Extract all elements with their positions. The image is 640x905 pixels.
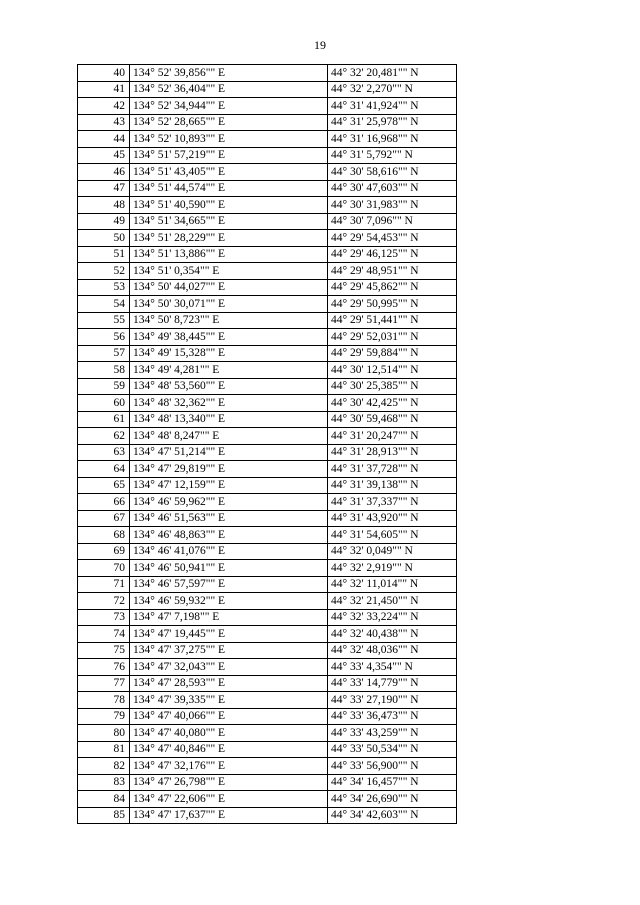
table-row bbox=[78, 494, 457, 511]
latitude-cell: 44° 31' 16,968"" N bbox=[328, 131, 457, 148]
table-row bbox=[78, 626, 457, 643]
table-row bbox=[78, 362, 457, 379]
table-row bbox=[78, 263, 457, 280]
latitude-cell: 44° 31' 25,978"" N bbox=[328, 114, 457, 131]
point-number-cell: 58 bbox=[78, 362, 130, 379]
latitude-cell: 44° 33' 27,190"" N bbox=[328, 692, 457, 709]
point-number-cell: 64 bbox=[78, 461, 130, 478]
latitude-cell: 44° 29' 52,031"" N bbox=[328, 329, 457, 346]
table-row bbox=[78, 675, 457, 692]
longitude-cell: 134° 47' 40,066"" E bbox=[130, 708, 328, 725]
latitude-cell: 44° 32' 11,014"" N bbox=[328, 576, 457, 593]
longitude-cell: 134° 52' 39,856"" E bbox=[130, 65, 328, 82]
table-row bbox=[78, 758, 457, 775]
point-number-cell: 62 bbox=[78, 428, 130, 445]
latitude-cell: 44° 31' 5,792"" N bbox=[328, 147, 457, 164]
point-number-cell: 70 bbox=[78, 560, 130, 577]
table-row bbox=[78, 461, 457, 478]
table-row bbox=[78, 131, 457, 148]
table-row bbox=[78, 279, 457, 296]
point-number-cell: 47 bbox=[78, 180, 130, 197]
longitude-cell: 134° 47' 7,198"" E bbox=[130, 609, 328, 626]
table-row bbox=[78, 147, 457, 164]
point-number-cell: 52 bbox=[78, 263, 130, 280]
latitude-cell: 44° 34' 42,603"" N bbox=[328, 807, 457, 824]
table-row bbox=[78, 444, 457, 461]
table-row bbox=[78, 411, 457, 428]
table-row bbox=[78, 725, 457, 742]
latitude-cell: 44° 33' 4,354"" N bbox=[328, 659, 457, 676]
latitude-cell: 44° 30' 7,096"" N bbox=[328, 213, 457, 230]
point-number-cell: 83 bbox=[78, 774, 130, 791]
point-number-cell: 78 bbox=[78, 692, 130, 709]
table-row bbox=[78, 774, 457, 791]
latitude-cell: 44° 32' 48,036"" N bbox=[328, 642, 457, 659]
longitude-cell: 134° 47' 17,637"" E bbox=[130, 807, 328, 824]
point-number-cell: 73 bbox=[78, 609, 130, 626]
point-number-cell: 40 bbox=[78, 65, 130, 82]
latitude-cell: 44° 33' 36,473"" N bbox=[328, 708, 457, 725]
point-number-cell: 72 bbox=[78, 593, 130, 610]
table-row bbox=[78, 576, 457, 593]
table-row bbox=[78, 345, 457, 362]
latitude-cell: 44° 29' 54,453"" N bbox=[328, 230, 457, 247]
latitude-cell: 44° 31' 54,605"" N bbox=[328, 527, 457, 544]
point-number-cell: 54 bbox=[78, 296, 130, 313]
table-row bbox=[78, 114, 457, 131]
longitude-cell: 134° 52' 10,893"" E bbox=[130, 131, 328, 148]
longitude-cell: 134° 47' 32,043"" E bbox=[130, 659, 328, 676]
longitude-cell: 134° 47' 22,606"" E bbox=[130, 791, 328, 808]
latitude-cell: 44° 32' 40,438"" N bbox=[328, 626, 457, 643]
longitude-cell: 134° 47' 29,819"" E bbox=[130, 461, 328, 478]
table-row bbox=[78, 197, 457, 214]
latitude-cell: 44° 34' 26,690"" N bbox=[328, 791, 457, 808]
point-number-cell: 59 bbox=[78, 378, 130, 395]
latitude-cell: 44° 32' 0,049"" N bbox=[328, 543, 457, 560]
point-number-cell: 41 bbox=[78, 81, 130, 98]
longitude-cell: 134° 47' 40,846"" E bbox=[130, 741, 328, 758]
table-row bbox=[78, 642, 457, 659]
latitude-cell: 44° 29' 45,862"" N bbox=[328, 279, 457, 296]
latitude-cell: 44° 30' 58,616"" N bbox=[328, 164, 457, 181]
point-number-cell: 81 bbox=[78, 741, 130, 758]
longitude-cell: 134° 49' 4,281"" E bbox=[130, 362, 328, 379]
longitude-cell: 134° 49' 38,445"" E bbox=[130, 329, 328, 346]
table-row bbox=[78, 230, 457, 247]
table-row bbox=[78, 593, 457, 610]
point-number-cell: 49 bbox=[78, 213, 130, 230]
latitude-cell: 44° 32' 2,919"" N bbox=[328, 560, 457, 577]
table-row bbox=[78, 312, 457, 329]
longitude-cell: 134° 48' 53,560"" E bbox=[130, 378, 328, 395]
longitude-cell: 134° 52' 34,944"" E bbox=[130, 98, 328, 115]
point-number-cell: 68 bbox=[78, 527, 130, 544]
latitude-cell: 44° 30' 31,983"" N bbox=[328, 197, 457, 214]
point-number-cell: 67 bbox=[78, 510, 130, 527]
longitude-cell: 134° 47' 39,335"" E bbox=[130, 692, 328, 709]
coordinates-table bbox=[77, 64, 457, 824]
latitude-cell: 44° 31' 39,138"" N bbox=[328, 477, 457, 494]
table-row bbox=[78, 560, 457, 577]
longitude-cell: 134° 48' 13,340"" E bbox=[130, 411, 328, 428]
longitude-cell: 134° 50' 8,723"" E bbox=[130, 312, 328, 329]
point-number-cell: 82 bbox=[78, 758, 130, 775]
latitude-cell: 44° 33' 56,900"" N bbox=[328, 758, 457, 775]
longitude-cell: 134° 47' 32,176"" E bbox=[130, 758, 328, 775]
longitude-cell: 134° 47' 12,159"" E bbox=[130, 477, 328, 494]
table-row bbox=[78, 659, 457, 676]
point-number-cell: 61 bbox=[78, 411, 130, 428]
latitude-cell: 44° 31' 28,913"" N bbox=[328, 444, 457, 461]
longitude-cell: 134° 46' 51,563"" E bbox=[130, 510, 328, 527]
point-number-cell: 71 bbox=[78, 576, 130, 593]
latitude-cell: 44° 33' 50,534"" N bbox=[328, 741, 457, 758]
table-row bbox=[78, 428, 457, 445]
longitude-cell: 134° 46' 59,962"" E bbox=[130, 494, 328, 511]
table-row bbox=[78, 329, 457, 346]
longitude-cell: 134° 47' 40,080"" E bbox=[130, 725, 328, 742]
latitude-cell: 44° 29' 50,995"" N bbox=[328, 296, 457, 313]
latitude-cell: 44° 32' 20,481"" N bbox=[328, 65, 457, 82]
point-number-cell: 75 bbox=[78, 642, 130, 659]
latitude-cell: 44° 34' 16,457"" N bbox=[328, 774, 457, 791]
point-number-cell: 55 bbox=[78, 312, 130, 329]
point-number-cell: 43 bbox=[78, 114, 130, 131]
point-number-cell: 50 bbox=[78, 230, 130, 247]
longitude-cell: 134° 46' 57,597"" E bbox=[130, 576, 328, 593]
latitude-cell: 44° 31' 37,728"" N bbox=[328, 461, 457, 478]
latitude-cell: 44° 29' 48,951"" N bbox=[328, 263, 457, 280]
table-row bbox=[78, 807, 457, 824]
longitude-cell: 134° 51' 13,886"" E bbox=[130, 246, 328, 263]
table-row bbox=[78, 708, 457, 725]
latitude-cell: 44° 32' 2,270"" N bbox=[328, 81, 457, 98]
table-row bbox=[78, 609, 457, 626]
longitude-cell: 134° 51' 28,229"" E bbox=[130, 230, 328, 247]
point-number-cell: 77 bbox=[78, 675, 130, 692]
table-row bbox=[78, 296, 457, 313]
point-number-cell: 66 bbox=[78, 494, 130, 511]
table-row bbox=[78, 378, 457, 395]
longitude-cell: 134° 48' 8,247"" E bbox=[130, 428, 328, 445]
longitude-cell: 134° 51' 44,574"" E bbox=[130, 180, 328, 197]
longitude-cell: 134° 51' 57,219"" E bbox=[130, 147, 328, 164]
table-row bbox=[78, 791, 457, 808]
longitude-cell: 134° 46' 50,941"" E bbox=[130, 560, 328, 577]
point-number-cell: 63 bbox=[78, 444, 130, 461]
table-row bbox=[78, 741, 457, 758]
point-number-cell: 79 bbox=[78, 708, 130, 725]
latitude-cell: 44° 33' 14,779"" N bbox=[328, 675, 457, 692]
longitude-cell: 134° 51' 0,354"" E bbox=[130, 263, 328, 280]
latitude-cell: 44° 31' 43,920"" N bbox=[328, 510, 457, 527]
latitude-cell: 44° 30' 25,385"" N bbox=[328, 378, 457, 395]
point-number-cell: 76 bbox=[78, 659, 130, 676]
point-number-cell: 60 bbox=[78, 395, 130, 412]
point-number-cell: 48 bbox=[78, 197, 130, 214]
table-row bbox=[78, 246, 457, 263]
longitude-cell: 134° 47' 19,445"" E bbox=[130, 626, 328, 643]
latitude-cell: 44° 31' 41,924"" N bbox=[328, 98, 457, 115]
table-row bbox=[78, 395, 457, 412]
longitude-cell: 134° 47' 51,214"" E bbox=[130, 444, 328, 461]
latitude-cell: 44° 32' 21,450"" N bbox=[328, 593, 457, 610]
table-row bbox=[78, 543, 457, 560]
table-row bbox=[78, 510, 457, 527]
latitude-cell: 44° 30' 47,603"" N bbox=[328, 180, 457, 197]
latitude-cell: 44° 30' 59,468"" N bbox=[328, 411, 457, 428]
longitude-cell: 134° 51' 43,405"" E bbox=[130, 164, 328, 181]
point-number-cell: 44 bbox=[78, 131, 130, 148]
longitude-cell: 134° 48' 32,362"" E bbox=[130, 395, 328, 412]
longitude-cell: 134° 51' 34,665"" E bbox=[130, 213, 328, 230]
table-row bbox=[78, 98, 457, 115]
point-number-cell: 84 bbox=[78, 791, 130, 808]
table-row bbox=[78, 692, 457, 709]
longitude-cell: 134° 52' 36,404"" E bbox=[130, 81, 328, 98]
point-number-cell: 56 bbox=[78, 329, 130, 346]
table-row bbox=[78, 527, 457, 544]
table-row bbox=[78, 180, 457, 197]
longitude-cell: 134° 46' 41,076"" E bbox=[130, 543, 328, 560]
table-row bbox=[78, 164, 457, 181]
table-row bbox=[78, 81, 457, 98]
coordinates-table-body bbox=[78, 65, 457, 824]
latitude-cell: 44° 32' 33,224"" N bbox=[328, 609, 457, 626]
table-row bbox=[78, 65, 457, 82]
point-number-cell: 46 bbox=[78, 164, 130, 181]
latitude-cell: 44° 31' 20,247"" N bbox=[328, 428, 457, 445]
longitude-cell: 134° 50' 44,027"" E bbox=[130, 279, 328, 296]
longitude-cell: 134° 47' 26,798"" E bbox=[130, 774, 328, 791]
latitude-cell: 44° 30' 42,425"" N bbox=[328, 395, 457, 412]
table-row bbox=[78, 477, 457, 494]
longitude-cell: 134° 46' 48,863"" E bbox=[130, 527, 328, 544]
point-number-cell: 42 bbox=[78, 98, 130, 115]
point-number-cell: 80 bbox=[78, 725, 130, 742]
point-number-cell: 51 bbox=[78, 246, 130, 263]
latitude-cell: 44° 29' 59,884"" N bbox=[328, 345, 457, 362]
latitude-cell: 44° 29' 46,125"" N bbox=[328, 246, 457, 263]
point-number-cell: 45 bbox=[78, 147, 130, 164]
point-number-cell: 53 bbox=[78, 279, 130, 296]
longitude-cell: 134° 52' 28,665"" E bbox=[130, 114, 328, 131]
longitude-cell: 134° 47' 37,275"" E bbox=[130, 642, 328, 659]
page-number: 19 bbox=[314, 38, 326, 52]
latitude-cell: 44° 30' 12,514"" N bbox=[328, 362, 457, 379]
point-number-cell: 85 bbox=[78, 807, 130, 824]
point-number-cell: 65 bbox=[78, 477, 130, 494]
longitude-cell: 134° 49' 15,328"" E bbox=[130, 345, 328, 362]
latitude-cell: 44° 31' 37,337"" N bbox=[328, 494, 457, 511]
latitude-cell: 44° 33' 43,259"" N bbox=[328, 725, 457, 742]
longitude-cell: 134° 51' 40,590"" E bbox=[130, 197, 328, 214]
table-row bbox=[78, 213, 457, 230]
point-number-cell: 69 bbox=[78, 543, 130, 560]
point-number-cell: 57 bbox=[78, 345, 130, 362]
latitude-cell: 44° 29' 51,441"" N bbox=[328, 312, 457, 329]
longitude-cell: 134° 46' 59,932"" E bbox=[130, 593, 328, 610]
longitude-cell: 134° 50' 30,071"" E bbox=[130, 296, 328, 313]
point-number-cell: 74 bbox=[78, 626, 130, 643]
longitude-cell: 134° 47' 28,593"" E bbox=[130, 675, 328, 692]
